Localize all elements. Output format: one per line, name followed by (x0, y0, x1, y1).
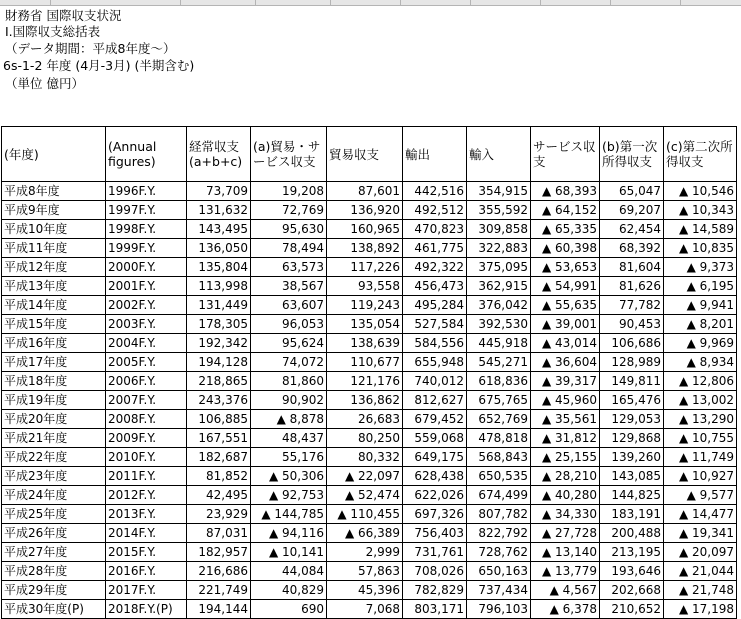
table-cell[interactable]: ▲ 10,927 (664, 467, 737, 486)
table-cell[interactable]: 216,686 (187, 562, 251, 581)
table-cell[interactable]: 740,012 (403, 372, 467, 391)
table-cell[interactable]: 2016F.Y. (106, 562, 187, 581)
table-cell[interactable]: 139,260 (600, 448, 664, 467)
table-cell[interactable]: 平成24年度 (2, 486, 106, 505)
table-cell[interactable]: 445,918 (467, 334, 531, 353)
header-cell[interactable]: 輸入 (467, 127, 531, 182)
table-cell[interactable]: ▲ 8,201 (664, 315, 737, 334)
table-cell[interactable]: 527,584 (403, 315, 467, 334)
table-cell[interactable]: ▲ 94,116 (251, 524, 327, 543)
table-cell[interactable]: 平成9年度 (2, 201, 106, 220)
table-cell[interactable]: 165,476 (600, 391, 664, 410)
table-cell[interactable]: 平成11年度 (2, 239, 106, 258)
table-cell[interactable]: ▲ 4,567 (531, 581, 600, 600)
table-cell[interactable]: 81,852 (187, 467, 251, 486)
table-cell[interactable]: 平成15年度 (2, 315, 106, 334)
table-cell[interactable]: 2011F.Y. (106, 467, 187, 486)
table-cell[interactable]: 80,332 (327, 448, 403, 467)
table-cell[interactable]: 48,437 (251, 429, 327, 448)
table-cell[interactable]: 65,047 (600, 182, 664, 201)
table-row (2, 220, 737, 239)
table-cell[interactable]: ▲ 11,749 (664, 448, 737, 467)
table-cell[interactable]: 218,865 (187, 372, 251, 391)
table-cell[interactable]: 81,604 (600, 258, 664, 277)
table-cell[interactable]: 73,709 (187, 182, 251, 201)
table-cell[interactable]: ▲ 13,290 (664, 410, 737, 429)
table-cell[interactable]: 2007F.Y. (106, 391, 187, 410)
table-cell[interactable]: ▲ 9,941 (664, 296, 737, 315)
table-row (2, 353, 737, 372)
table-cell[interactable]: 128,989 (600, 353, 664, 372)
table-cell[interactable]: ▲ 60,398 (531, 239, 600, 258)
table-cell[interactable]: ▲ 20,097 (664, 543, 737, 562)
table-cell[interactable]: 63,607 (251, 296, 327, 315)
table-cell[interactable]: 81,626 (600, 277, 664, 296)
table-cell[interactable]: 697,326 (403, 505, 467, 524)
table-cell[interactable]: 138,639 (327, 334, 403, 353)
table-cell[interactable]: 2010F.Y. (106, 448, 187, 467)
table-cell[interactable]: ▲ 68,393 (531, 182, 600, 201)
table-row (2, 486, 737, 505)
table-cell[interactable]: ▲ 31,812 (531, 429, 600, 448)
table-cell[interactable]: ▲ 28,210 (531, 467, 600, 486)
header-cell[interactable]: 貿易収支 (327, 127, 403, 182)
table-cell[interactable]: ▲ 144,785 (251, 505, 327, 524)
table-row (2, 524, 737, 543)
table-row (2, 562, 737, 581)
table-cell[interactable]: 62,454 (600, 220, 664, 239)
table-cell[interactable]: 平成26年度 (2, 524, 106, 543)
table-cell[interactable]: 平成20年度 (2, 410, 106, 429)
table-cell[interactable]: 194,128 (187, 353, 251, 372)
table-cell[interactable]: 138,892 (327, 239, 403, 258)
table-cell[interactable]: 322,883 (467, 239, 531, 258)
table-cell[interactable]: 182,687 (187, 448, 251, 467)
column-header-strip[interactable] (0, 0, 741, 6)
table-cell[interactable]: 113,998 (187, 277, 251, 296)
table-cell[interactable]: ▲ 35,561 (531, 410, 600, 429)
data-period[interactable]: （データ期間：平成8年度～） (5, 41, 176, 56)
table-cell[interactable]: ▲ 13,140 (531, 543, 600, 562)
table-cell[interactable]: 160,965 (327, 220, 403, 239)
table-cell[interactable]: ▲ 14,589 (664, 220, 737, 239)
table-row (2, 410, 737, 429)
table-cell[interactable]: ▲ 10,141 (251, 543, 327, 562)
table-cell[interactable]: 737,434 (467, 581, 531, 600)
table-cell[interactable]: 803,171 (403, 600, 467, 619)
table-cell[interactable]: ▲ 9,577 (664, 486, 737, 505)
table-cell[interactable]: 679,452 (403, 410, 467, 429)
table-cell[interactable]: 495,284 (403, 296, 467, 315)
table-cell[interactable]: ▲ 66,389 (327, 524, 403, 543)
table-cell[interactable]: 243,376 (187, 391, 251, 410)
table-cell[interactable]: 167,551 (187, 429, 251, 448)
table-cell[interactable]: 822,792 (467, 524, 531, 543)
table-cell[interactable]: 平成29年度 (2, 581, 106, 600)
table-cell[interactable]: 622,026 (403, 486, 467, 505)
table-cell[interactable]: 2012F.Y. (106, 486, 187, 505)
table-cell[interactable]: 655,948 (403, 353, 467, 372)
table-row (2, 448, 737, 467)
table-cell[interactable]: 731,761 (403, 543, 467, 562)
table-cell[interactable]: ▲ 9,969 (664, 334, 737, 353)
table-cell[interactable]: 143,085 (600, 467, 664, 486)
table-cell[interactable]: 121,176 (327, 372, 403, 391)
table-cell[interactable]: 2015F.Y. (106, 543, 187, 562)
table-row (2, 277, 737, 296)
table-cell[interactable]: ▲ 54,991 (531, 277, 600, 296)
table-cell[interactable]: 136,050 (187, 239, 251, 258)
table-cell[interactable]: 平成14年度 (2, 296, 106, 315)
table-cell[interactable]: 74,072 (251, 353, 327, 372)
table-cell[interactable]: 45,396 (327, 581, 403, 600)
table-cell[interactable]: 782,829 (403, 581, 467, 600)
table-cell[interactable]: 44,084 (251, 562, 327, 581)
table-cell[interactable]: 110,677 (327, 353, 403, 372)
balance-of-payments-table (1, 126, 737, 619)
table-cell[interactable]: 1999F.Y. (106, 239, 187, 258)
table-cell[interactable]: ▲ 13,779 (531, 562, 600, 581)
table-cell[interactable]: ▲ 8,934 (664, 353, 737, 372)
unit-note[interactable]: （単位 億円） (5, 76, 84, 91)
table-cell[interactable]: 1998F.Y. (106, 220, 187, 239)
table-cell[interactable]: 63,573 (251, 258, 327, 277)
sheet-title[interactable]: 財務省 国際収支状況 (5, 8, 122, 23)
table-row (2, 600, 737, 619)
table-cell[interactable]: ▲ 17,198 (664, 600, 737, 619)
header-cell[interactable]: (Annual figures) (106, 127, 187, 182)
table-cell[interactable]: 129,868 (600, 429, 664, 448)
table-cell[interactable]: 221,749 (187, 581, 251, 600)
table-cell[interactable]: 650,535 (467, 467, 531, 486)
table-cell[interactable]: ▲ 64,152 (531, 201, 600, 220)
table-cell[interactable]: ▲ 10,755 (664, 429, 737, 448)
table-cell[interactable]: ▲ 6,195 (664, 277, 737, 296)
table-row (2, 505, 737, 524)
table-cell[interactable]: 129,053 (600, 410, 664, 429)
table-cell[interactable]: 平成25年度 (2, 505, 106, 524)
table-cell[interactable]: ▲ 40,280 (531, 486, 600, 505)
header-cell[interactable]: 輸出 (403, 127, 467, 182)
table-cell[interactable]: 2002F.Y. (106, 296, 187, 315)
table-cell[interactable]: 42,495 (187, 486, 251, 505)
table-cell[interactable]: 1997F.Y. (106, 201, 187, 220)
table-cell[interactable]: ▲ 43,014 (531, 334, 600, 353)
table-cell[interactable]: 135,804 (187, 258, 251, 277)
table-cell[interactable]: 375,095 (467, 258, 531, 277)
table-cell[interactable]: 平成19年度 (2, 391, 106, 410)
table-cell[interactable]: 78,494 (251, 239, 327, 258)
table-cell[interactable]: 57,863 (327, 562, 403, 581)
table-cell[interactable]: 178,305 (187, 315, 251, 334)
table-cell[interactable]: ▲ 45,960 (531, 391, 600, 410)
table-cell[interactable]: 628,438 (403, 467, 467, 486)
table-cell[interactable]: 470,823 (403, 220, 467, 239)
table-cell[interactable]: ▲ 39,001 (531, 315, 600, 334)
table-cell[interactable]: 136,862 (327, 391, 403, 410)
table-row (2, 296, 737, 315)
table-cell[interactable]: 2008F.Y. (106, 410, 187, 429)
table-cell[interactable]: 2,999 (327, 543, 403, 562)
sheet-subtitle[interactable]: Ⅰ.国際収支総括表 (5, 24, 101, 39)
table-cell[interactable]: ▲ 36,604 (531, 353, 600, 372)
table-cell[interactable]: 72,769 (251, 201, 327, 220)
table-cell[interactable]: 93,558 (327, 277, 403, 296)
table-cell[interactable]: 202,668 (600, 581, 664, 600)
table-cell[interactable]: 213,195 (600, 543, 664, 562)
table-cell[interactable]: ▲ 39,317 (531, 372, 600, 391)
table-cell[interactable]: 200,488 (600, 524, 664, 543)
table-cell[interactable]: 461,775 (403, 239, 467, 258)
table-cell[interactable]: ▲ 21,748 (664, 581, 737, 600)
table-row (2, 201, 737, 220)
table-row (2, 467, 737, 486)
header-cell[interactable]: 経常収支 (a+b+c) (187, 127, 251, 182)
table-cell[interactable]: 376,042 (467, 296, 531, 315)
table-cell[interactable]: 649,175 (403, 448, 467, 467)
table-cell[interactable]: 69,207 (600, 201, 664, 220)
table-cell[interactable]: 平成22年度 (2, 448, 106, 467)
table-cell[interactable]: 平成23年度 (2, 467, 106, 486)
header-cell[interactable]: (a)貿易・サービス収支 (251, 127, 327, 182)
header-cell[interactable]: (b)第一次所得収支 (600, 127, 664, 182)
table-cell[interactable]: ▲ 22,097 (327, 467, 403, 486)
table-cell[interactable]: ▲ 110,455 (327, 505, 403, 524)
table-cell[interactable]: ▲ 50,306 (251, 467, 327, 486)
table-cell[interactable]: 182,957 (187, 543, 251, 562)
table-row (2, 372, 737, 391)
table-cell[interactable]: 354,915 (467, 182, 531, 201)
table-cell[interactable]: 675,765 (467, 391, 531, 410)
table-cell[interactable]: 708,026 (403, 562, 467, 581)
table-cell[interactable]: 77,782 (600, 296, 664, 315)
table-cell[interactable]: 652,769 (467, 410, 531, 429)
table-cell[interactable]: ▲ 92,753 (251, 486, 327, 505)
table-cell[interactable]: ▲ 19,341 (664, 524, 737, 543)
table-cell[interactable]: 2006F.Y. (106, 372, 187, 391)
table-cell[interactable]: 55,176 (251, 448, 327, 467)
table-cell[interactable]: 478,818 (467, 429, 531, 448)
table-cell[interactable]: ▲ 25,155 (531, 448, 600, 467)
header-cell[interactable]: (年度) (2, 127, 106, 182)
table-cell[interactable]: 650,163 (467, 562, 531, 581)
table-cell[interactable]: 492,512 (403, 201, 467, 220)
table-cell[interactable]: ▲ 27,728 (531, 524, 600, 543)
table-cell[interactable]: 119,243 (327, 296, 403, 315)
table-cell[interactable]: 2004F.Y. (106, 334, 187, 353)
table-cell[interactable]: 2003F.Y. (106, 315, 187, 334)
table-cell[interactable]: 442,516 (403, 182, 467, 201)
table-cell[interactable]: 2018F.Y.(P) (106, 600, 187, 619)
table-cell[interactable]: 568,843 (467, 448, 531, 467)
table-cell[interactable]: 812,627 (403, 391, 467, 410)
table-cell[interactable]: 平成16年度 (2, 334, 106, 353)
table-row (2, 391, 737, 410)
table-cell[interactable]: ▲ 53,653 (531, 258, 600, 277)
table-cell[interactable]: 210,652 (600, 600, 664, 619)
table-cell[interactable]: ▲ 55,635 (531, 296, 600, 315)
table-cell[interactable]: 545,271 (467, 353, 531, 372)
table-row (2, 334, 737, 353)
table-cell[interactable]: 618,836 (467, 372, 531, 391)
table-cell[interactable]: 807,782 (467, 505, 531, 524)
table-cell[interactable]: 平成18年度 (2, 372, 106, 391)
table-cell[interactable]: 平成12年度 (2, 258, 106, 277)
table-cell[interactable]: 90,453 (600, 315, 664, 334)
table-row (2, 258, 737, 277)
table-cell[interactable]: 68,392 (600, 239, 664, 258)
table-cell[interactable]: 26,683 (327, 410, 403, 429)
table-cell[interactable]: 194,144 (187, 600, 251, 619)
table-cell[interactable]: 492,322 (403, 258, 467, 277)
table-cell[interactable]: 2009F.Y. (106, 429, 187, 448)
table-cell[interactable]: 80,250 (327, 429, 403, 448)
table-cell[interactable]: ▲ 10,546 (664, 182, 737, 201)
table-cell[interactable]: 796,103 (467, 600, 531, 619)
table-cell[interactable]: ▲ 10,835 (664, 239, 737, 258)
table-cell[interactable]: 96,053 (251, 315, 327, 334)
table-cell[interactable]: ▲ 14,477 (664, 505, 737, 524)
table-row (2, 581, 737, 600)
table-cell[interactable]: 95,624 (251, 334, 327, 353)
table-cell[interactable]: 144,825 (600, 486, 664, 505)
table-cell[interactable]: ▲ 65,335 (531, 220, 600, 239)
header-cell[interactable]: (c)第二次所得収支 (664, 127, 737, 182)
table-cell[interactable]: 192,342 (187, 334, 251, 353)
table-cell[interactable]: 584,556 (403, 334, 467, 353)
table-cell[interactable]: 183,191 (600, 505, 664, 524)
table-cell[interactable]: 193,646 (600, 562, 664, 581)
header-row (2, 127, 737, 182)
table-cell[interactable]: 平成30年度(P) (2, 600, 106, 619)
table-cell[interactable]: 19,208 (251, 182, 327, 201)
table-cell[interactable]: ▲ 6,378 (531, 600, 600, 619)
table-cell[interactable]: 143,495 (187, 220, 251, 239)
table-cell[interactable]: ▲ 52,474 (327, 486, 403, 505)
table-cell[interactable]: 355,592 (467, 201, 531, 220)
table-cell[interactable]: 平成28年度 (2, 562, 106, 581)
table-row (2, 429, 737, 448)
table-cell[interactable]: 136,920 (327, 201, 403, 220)
table-cell[interactable]: 7,068 (327, 600, 403, 619)
table-cell[interactable]: ▲ 10,343 (664, 201, 737, 220)
table-row (2, 182, 737, 201)
table-cell[interactable]: 23,929 (187, 505, 251, 524)
table-cell[interactable]: 95,630 (251, 220, 327, 239)
table-cell[interactable]: 690 (251, 600, 327, 619)
table-cell[interactable]: 2013F.Y. (106, 505, 187, 524)
table-cell[interactable]: 平成13年度 (2, 277, 106, 296)
table-cell[interactable]: 平成27年度 (2, 543, 106, 562)
table-row (2, 543, 737, 562)
table-cell[interactable]: 40,829 (251, 581, 327, 600)
table-cell[interactable]: 117,226 (327, 258, 403, 277)
table-cell[interactable]: 131,449 (187, 296, 251, 315)
table-cell[interactable]: 456,473 (403, 277, 467, 296)
table-cell[interactable]: ▲ 34,330 (531, 505, 600, 524)
table-cell[interactable]: 平成17年度 (2, 353, 106, 372)
header-cell[interactable]: サービス収支 (531, 127, 600, 182)
table-cell[interactable]: 平成21年度 (2, 429, 106, 448)
table-cell[interactable]: 362,915 (467, 277, 531, 296)
table-cell[interactable]: ▲ 12,806 (664, 372, 737, 391)
table-cell[interactable]: 38,567 (251, 277, 327, 296)
table-cell[interactable]: ▲ 9,373 (664, 258, 737, 277)
table-cell[interactable]: 81,860 (251, 372, 327, 391)
table-cell[interactable]: 90,902 (251, 391, 327, 410)
table-code[interactable]: 6s-1-2 年度 (4月-3月) (半期含む) (3, 58, 195, 73)
table-cell[interactable]: 392,530 (467, 315, 531, 334)
table-cell[interactable]: 平成10年度 (2, 220, 106, 239)
table-cell[interactable]: 674,499 (467, 486, 531, 505)
table-cell[interactable]: 131,632 (187, 201, 251, 220)
table-cell[interactable]: 756,403 (403, 524, 467, 543)
table-cell[interactable]: 309,858 (467, 220, 531, 239)
table-cell[interactable]: 2017F.Y. (106, 581, 187, 600)
table-cell[interactable]: 2000F.Y. (106, 258, 187, 277)
table-cell[interactable]: 87,031 (187, 524, 251, 543)
table-cell[interactable]: 2005F.Y. (106, 353, 187, 372)
table-cell[interactable]: 106,885 (187, 410, 251, 429)
table-cell[interactable]: 559,068 (403, 429, 467, 448)
table-cell[interactable]: 87,601 (327, 182, 403, 201)
table-cell[interactable]: 149,811 (600, 372, 664, 391)
table-cell[interactable]: ▲ 8,878 (251, 410, 327, 429)
table-cell[interactable]: ▲ 13,002 (664, 391, 737, 410)
table-cell[interactable]: 106,686 (600, 334, 664, 353)
table-cell[interactable]: 1996F.Y. (106, 182, 187, 201)
table-cell[interactable]: 728,762 (467, 543, 531, 562)
table-cell[interactable]: 2001F.Y. (106, 277, 187, 296)
table-row (2, 315, 737, 334)
table-cell[interactable]: 平成8年度 (2, 182, 106, 201)
table-cell[interactable]: ▲ 21,044 (664, 562, 737, 581)
table-row (2, 239, 737, 258)
table-cell[interactable]: 135,054 (327, 315, 403, 334)
table-cell[interactable]: 2014F.Y. (106, 524, 187, 543)
